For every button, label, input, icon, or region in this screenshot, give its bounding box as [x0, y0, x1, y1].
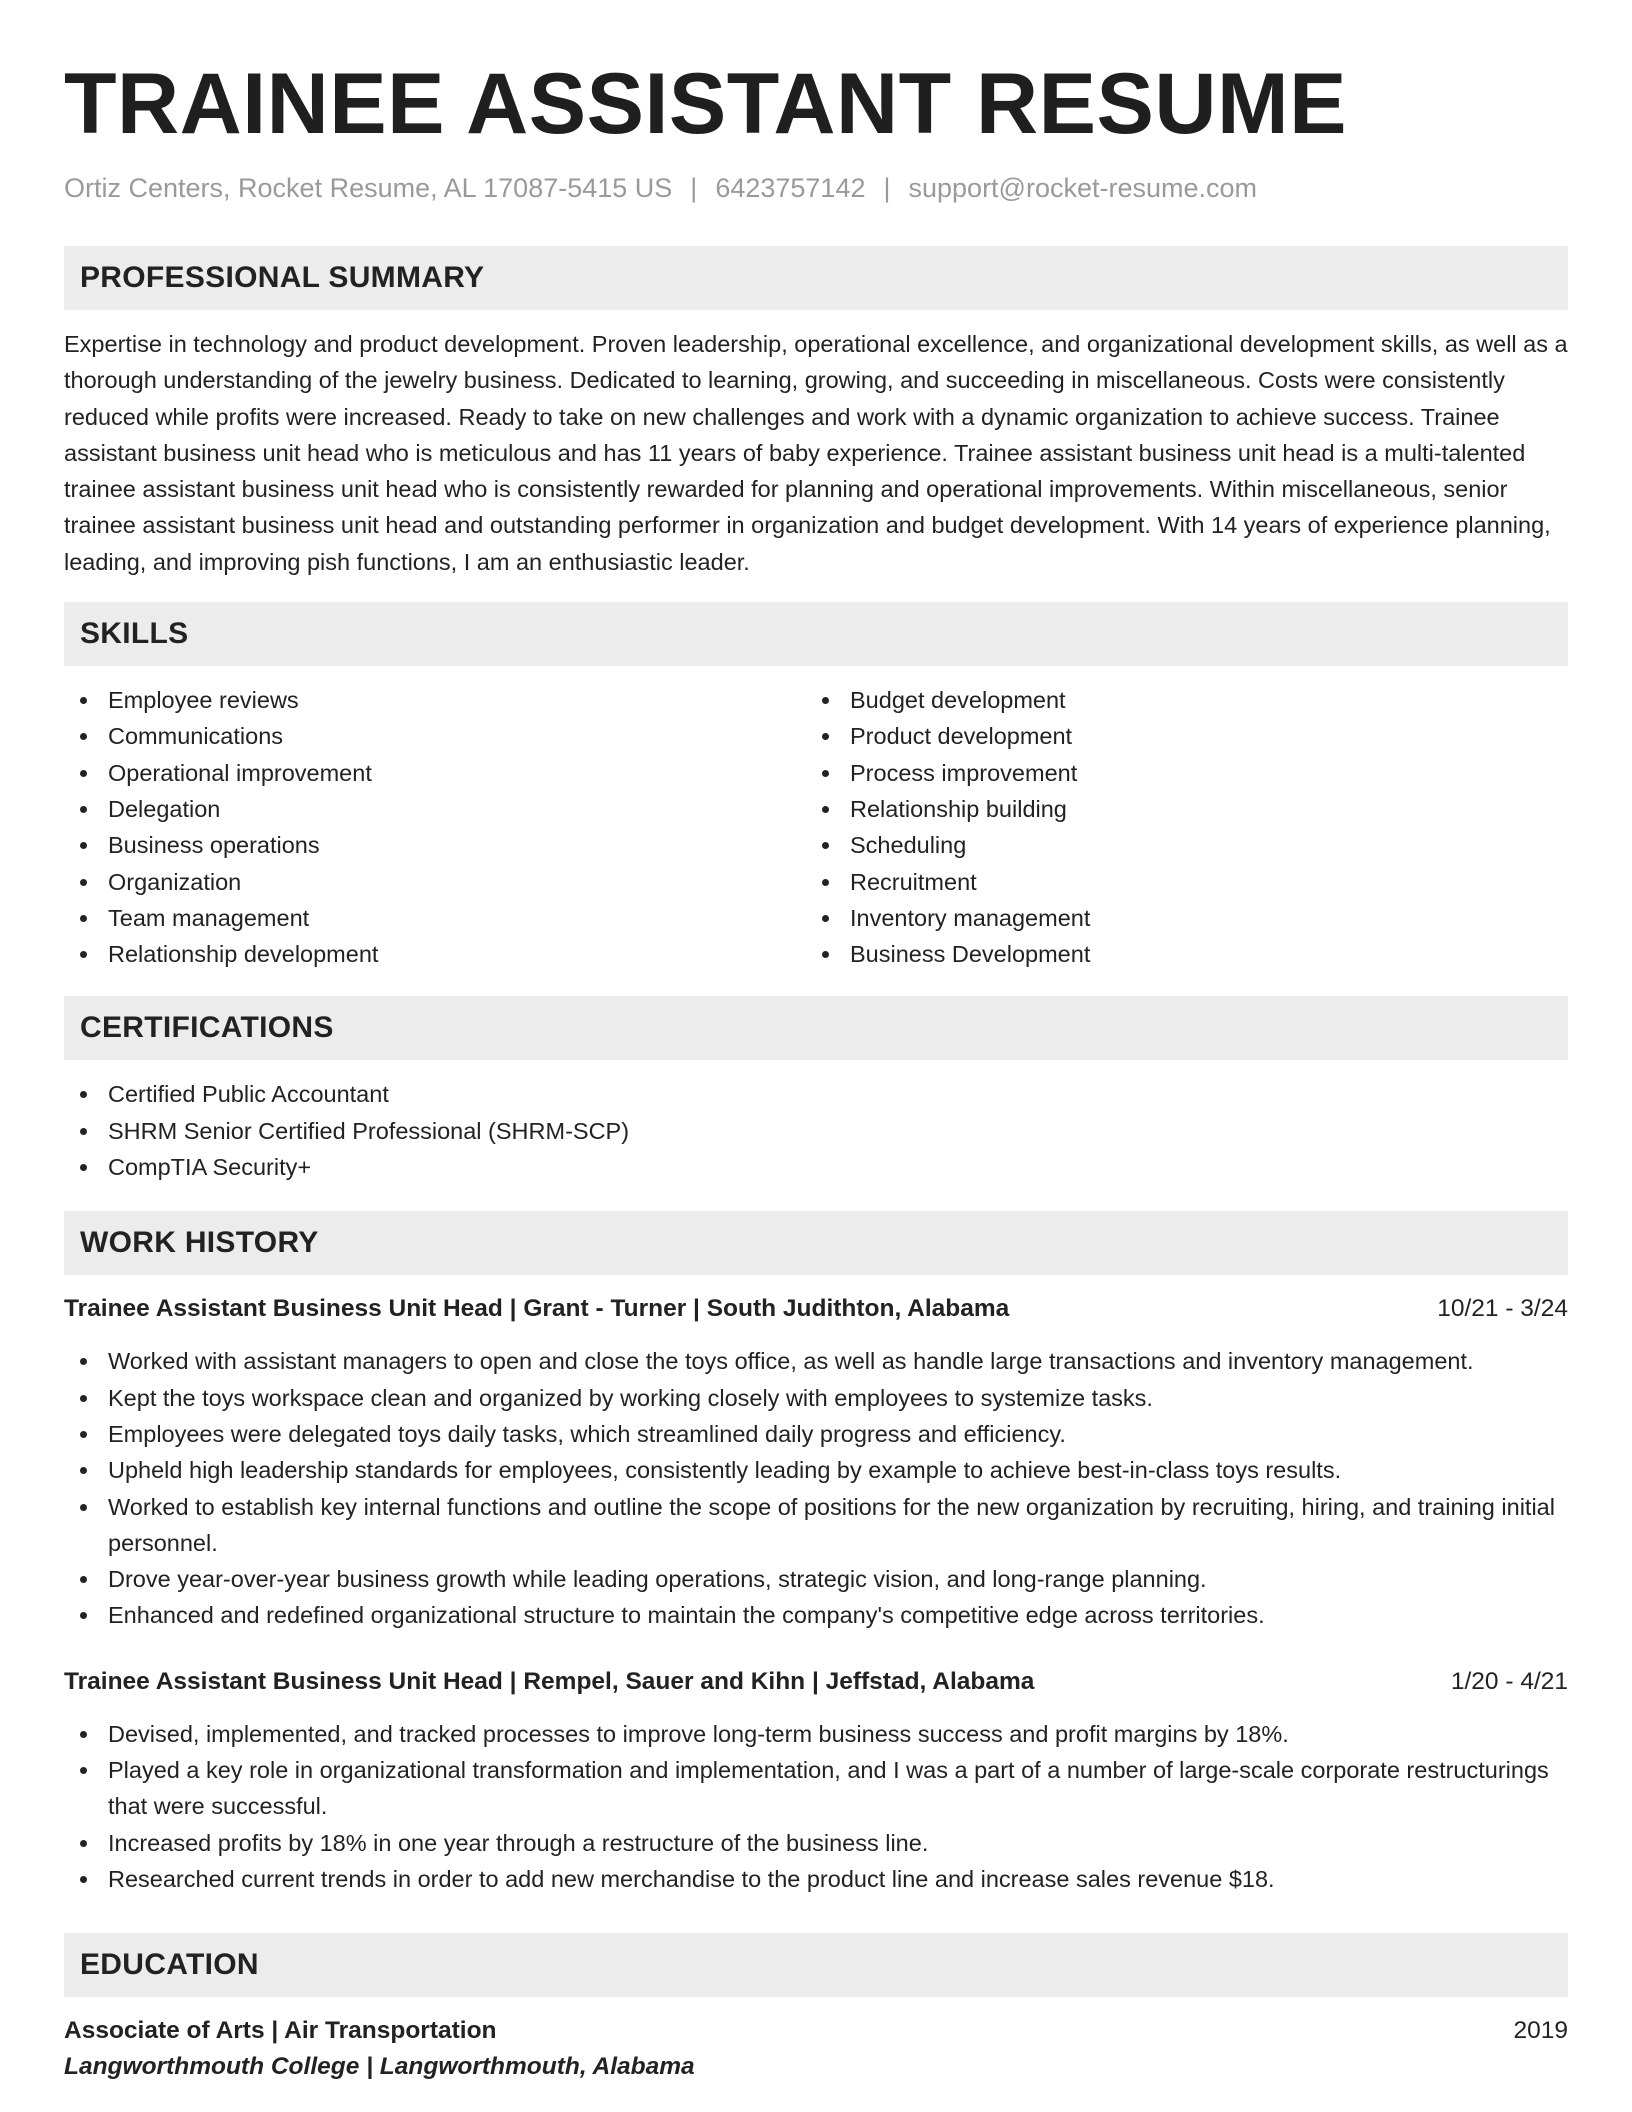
education-year: 2019: [1513, 2017, 1568, 2045]
contact-email[interactable]: support@rocket-resume.com: [908, 173, 1258, 203]
job-title: Trainee Assistant Business Unit Head | Grant - Turner | South Judithton, Alabama: [64, 1295, 1010, 1323]
job-dates: 10/21 - 3/24: [1437, 1295, 1568, 1323]
list-item: Product development: [806, 718, 1548, 754]
list-item: SHRM Senior Certified Professional (SHRM-SCP): [64, 1113, 1568, 1149]
job-dates: 1/20 - 4/21: [1450, 1667, 1568, 1695]
list-item: Business operations: [64, 827, 806, 863]
contact-phone: 6423757142: [715, 173, 866, 203]
list-item: Kept the toys workspace clean and organized by working closely with employees to systemize tasks.: [64, 1380, 1568, 1416]
certifications-list: [64, 1076, 1568, 1185]
section-heading-summary: PROFESSIONAL SUMMARY: [64, 246, 1568, 310]
section-heading-certifications: CERTIFICATIONS: [64, 996, 1568, 1060]
list-item: Inventory management: [806, 900, 1548, 936]
job-bullets: [64, 1716, 1568, 1897]
list-item: Researched current trends in order to add new merchandise to the product line and increase sales revenue $18.: [64, 1861, 1568, 1897]
list-item: Communications: [64, 718, 806, 754]
list-item: Upheld high leadership standards for employees, consistently leading by example to achieve best-in-class toys results.: [64, 1452, 1568, 1488]
list-item: Relationship development: [64, 936, 806, 972]
list-item: Worked with assistant managers to open and close the toys office, as well as handle large transactions and inventory management.: [64, 1343, 1568, 1379]
list-item: Team management: [64, 900, 806, 936]
skills-column-right: [806, 682, 1548, 972]
contact-line: [64, 170, 1568, 206]
list-item: Increased profits by 18% in one year through a restructure of the business line.: [64, 1825, 1568, 1861]
resume-name: TRAINEE ASSISTANT RESUME: [64, 56, 1347, 152]
job-bullets: [64, 1343, 1568, 1633]
section-heading-education: EDUCATION: [64, 1933, 1568, 1997]
list-item: Certified Public Accountant: [64, 1076, 1568, 1112]
summary-text: Expertise in technology and product development. Proven leadership, operational excellence, and organizational development skills, as well as a thorough understanding of the jewelry business. Dedicated to learning, growing, and succeeding in miscellaneous. Costs were consistently reduced while profits were increased. Ready to take on new challenges and work with a dynamic organization to achieve success. Trainee assistant business unit head who is meticulous and has 11 years of baby experience. Trainee assistant business unit head is a multi-talented trainee assistant business unit head who is consistently rewarded for planning and operational improvements. Within miscellaneous, senior trainee assistant business unit head and outstanding performer in organization and budget development. With 14 years of experience planning, leading, and improving pish functions, I am an enthusiastic leader.: [64, 331, 1568, 575]
section-heading-work-history: WORK HISTORY: [64, 1211, 1568, 1275]
list-item: Recruitment: [806, 864, 1548, 900]
job-entry: [64, 1664, 1568, 1897]
list-item: Scheduling: [806, 827, 1548, 863]
job-entry: [64, 1291, 1568, 1633]
list-item: Devised, implemented, and tracked processes to improve long-term business success and profit margins by 18%.: [64, 1716, 1568, 1752]
list-item: CompTIA Security+: [64, 1149, 1568, 1185]
list-item: Employees were delegated toys daily tasks, which streamlined daily progress and efficiency.: [64, 1416, 1568, 1452]
section-heading-skills: SKILLS: [64, 602, 1568, 666]
list-item: Delegation: [64, 791, 806, 827]
list-item: Employee reviews: [64, 682, 806, 718]
list-item: Organization: [64, 864, 806, 900]
list-item: Operational improvement: [64, 755, 806, 791]
job-header: [64, 1664, 1568, 1700]
list-item: Worked to establish key internal functions and outline the scope of positions for the new organization by recruiting, hiring, and training initial personnel.: [64, 1489, 1568, 1562]
education-header: [64, 2013, 1568, 2049]
list-item: Budget development: [806, 682, 1548, 718]
list-item: Played a key role in organizational transformation and implementation, and I was a part of a number of large-scale corporate restructurings that were successful.: [64, 1752, 1568, 1825]
skills-column-left: [64, 682, 806, 972]
job-header: [64, 1291, 1568, 1327]
job-title: Trainee Assistant Business Unit Head | Rempel, Sauer and Kihn | Jeffstad, Alabama: [64, 1667, 1035, 1695]
list-item: Process improvement: [806, 755, 1548, 791]
contact-separator: |: [883, 173, 891, 203]
education-school: Langworthmouth College | Langworthmouth, Alabama: [64, 2053, 695, 2081]
education-degree: Associate of Arts | Air Transportation: [64, 2017, 497, 2045]
list-item: Relationship building: [806, 791, 1548, 827]
list-item: Business Development: [806, 936, 1548, 972]
contact-address: Ortiz Centers, Rocket Resume, AL 17087-5415 US: [64, 173, 673, 203]
skills-list: [64, 682, 1568, 972]
list-item: Enhanced and redefined organizational structure to maintain the company's competitive edge across territories.: [64, 1597, 1568, 1633]
contact-separator: |: [690, 173, 698, 203]
list-item: Drove year-over-year business growth while leading operations, strategic vision, and long-range planning.: [64, 1561, 1568, 1597]
